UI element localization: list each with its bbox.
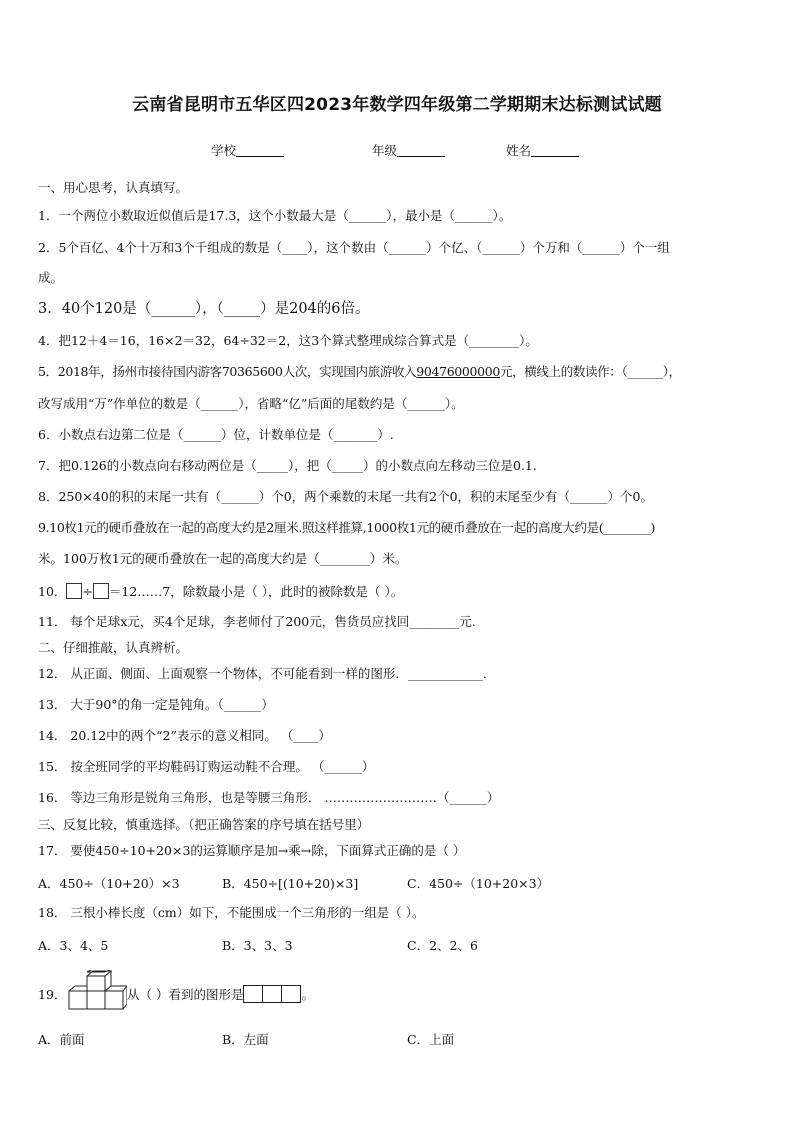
question-1: 1．一个两位小数取近似值后是17.3，这个小数最大是（______），最小是（______）。 [38,208,512,223]
school-blank[interactable] [236,144,284,157]
q19-option-c[interactable]: C．上面 [407,1032,455,1047]
question-5-prompt: 元，横线上的数读作：（______）， [499,364,681,379]
question-5-line-2: 改写成用“万”作单位的数是（______），省略“亿”后面的尾数约是（______）。 [38,396,464,411]
question-4: 4．把12＋4＝16，16×2＝32，64÷32＝2，这3个算式整理成综合算式是（________）。 [38,333,538,348]
question-19-number: 19． [38,987,67,1002]
name-field[interactable] [506,141,579,159]
question-9-line-2: 米。100万枚1元的硬币叠放在一起的高度大约是（________）米。 [38,551,408,566]
school-field[interactable] [211,141,284,159]
section-2-heading: 二、仔细推敲，认真辨析。 [38,640,189,655]
grade-field[interactable] [372,141,445,159]
question-18: 18． 三根小棒长度（cm）如下，不能围成一个三角形的一组是（ ）。 [38,905,425,920]
division-sign: ÷ [82,584,93,599]
cube-stack-icon [67,970,127,1012]
question-19-line [127,985,314,1003]
grade-label: 年级 [372,143,398,158]
question-11: 11． 每个足球x元，买4个足球，李老师付了200元，售货员应找回________元. [38,614,476,629]
q18-option-b[interactable]: B．3、3、3 [222,938,293,953]
name-label: 姓名 [506,143,532,158]
question-10 [38,583,778,600]
page-title: 云南省昆明市五华区四2023年数学四年级第二学期期末达标测试试题 [132,95,662,115]
school-label: 学校 [211,143,237,158]
question-10-number: 10． [38,584,67,599]
dividend-box[interactable] [66,583,82,599]
question-12: 12． 从正面、侧面、上面观察一个物体，不可能看到一样的图形．____________． [38,666,496,681]
question-8: 8．250×40的积的末尾一共有（______）个0，两个乘数的末尾一共有2个0，积的末尾至少有（______）个0。 [38,489,654,504]
question-2-line-2: 成。 [38,270,64,285]
question-17: 17． 要使450÷10+20×3的运算顺序是加→乘→除，下面算式正确的是（ ） [38,843,466,858]
three-square-strip-icon [243,985,301,1003]
question-15: 15． 按全班同学的平均鞋码订购运动鞋不合理。 （______） [38,759,375,774]
question-7: 7．把0.126的小数点向右移动两位是（_____），把（_____）的小数点向左移动三位是0.1. [38,458,537,473]
question-5-intro: 5．2018年，扬州市接待国内游客70365600人次，实现国内旅游收入 [38,364,417,379]
question-6: 6．小数点右边第二位是（______）位，计数单位是（_______）. [38,427,394,442]
q17-option-b[interactable]: B．450÷[(10+20)×3] [222,876,359,891]
question-3: 3．40个120是（______），（_____）是204的6倍。 [38,301,370,317]
question-5-line-1 [38,364,778,380]
question-5-underlined-number: 90476000000 [416,364,500,379]
question-16: 16． 等边三角形是锐角三角形，也是等腰三角形． ………………………（______） [38,790,500,805]
name-blank[interactable] [531,144,579,157]
grade-blank[interactable] [397,144,445,157]
q19-option-a[interactable]: A．前面 [38,1032,85,1047]
question-19-end: 。 [301,987,314,1002]
question-13: 13． 大于90°的角一定是钝角。（______） [38,697,274,712]
q17-option-c[interactable]: C．450÷（10+20×3） [407,876,550,891]
question-10-text: ＝12……7，除数最小是（ ），此时的被除数是（ ）。 [108,584,404,599]
divisor-box[interactable] [93,583,109,599]
section-1-heading: 一、用心思考，认真填写。 [38,180,189,195]
question-14: 14． 20.12中的两个“2”表示的意义相同。 （____） [38,728,331,743]
question-19-text: 从（ ）看到的图形是 [127,987,244,1002]
section-3-heading: 三、反复比较，慎重选择。（把正确答案的序号填在括号里） [38,817,370,832]
q17-option-a[interactable]: A．450÷（10+20）×3 [38,876,180,891]
question-9-line-1: 9.10枚1元的硬币叠放在一起的高度大约是2厘米.照这样推算,1000枚1元的硬币叠放在一起的高度大约是(________) [38,520,656,535]
q18-option-c[interactable]: C．2、2、6 [407,938,478,953]
question-2-line-1: 2．5个百亿、4个十万和3个千组成的数是（____），这个数由（______）个亿、（______）个万和（______）个一组 [38,240,670,255]
q18-option-a[interactable]: A．3、4、5 [38,938,109,953]
q19-option-b[interactable]: B．左面 [222,1032,269,1047]
